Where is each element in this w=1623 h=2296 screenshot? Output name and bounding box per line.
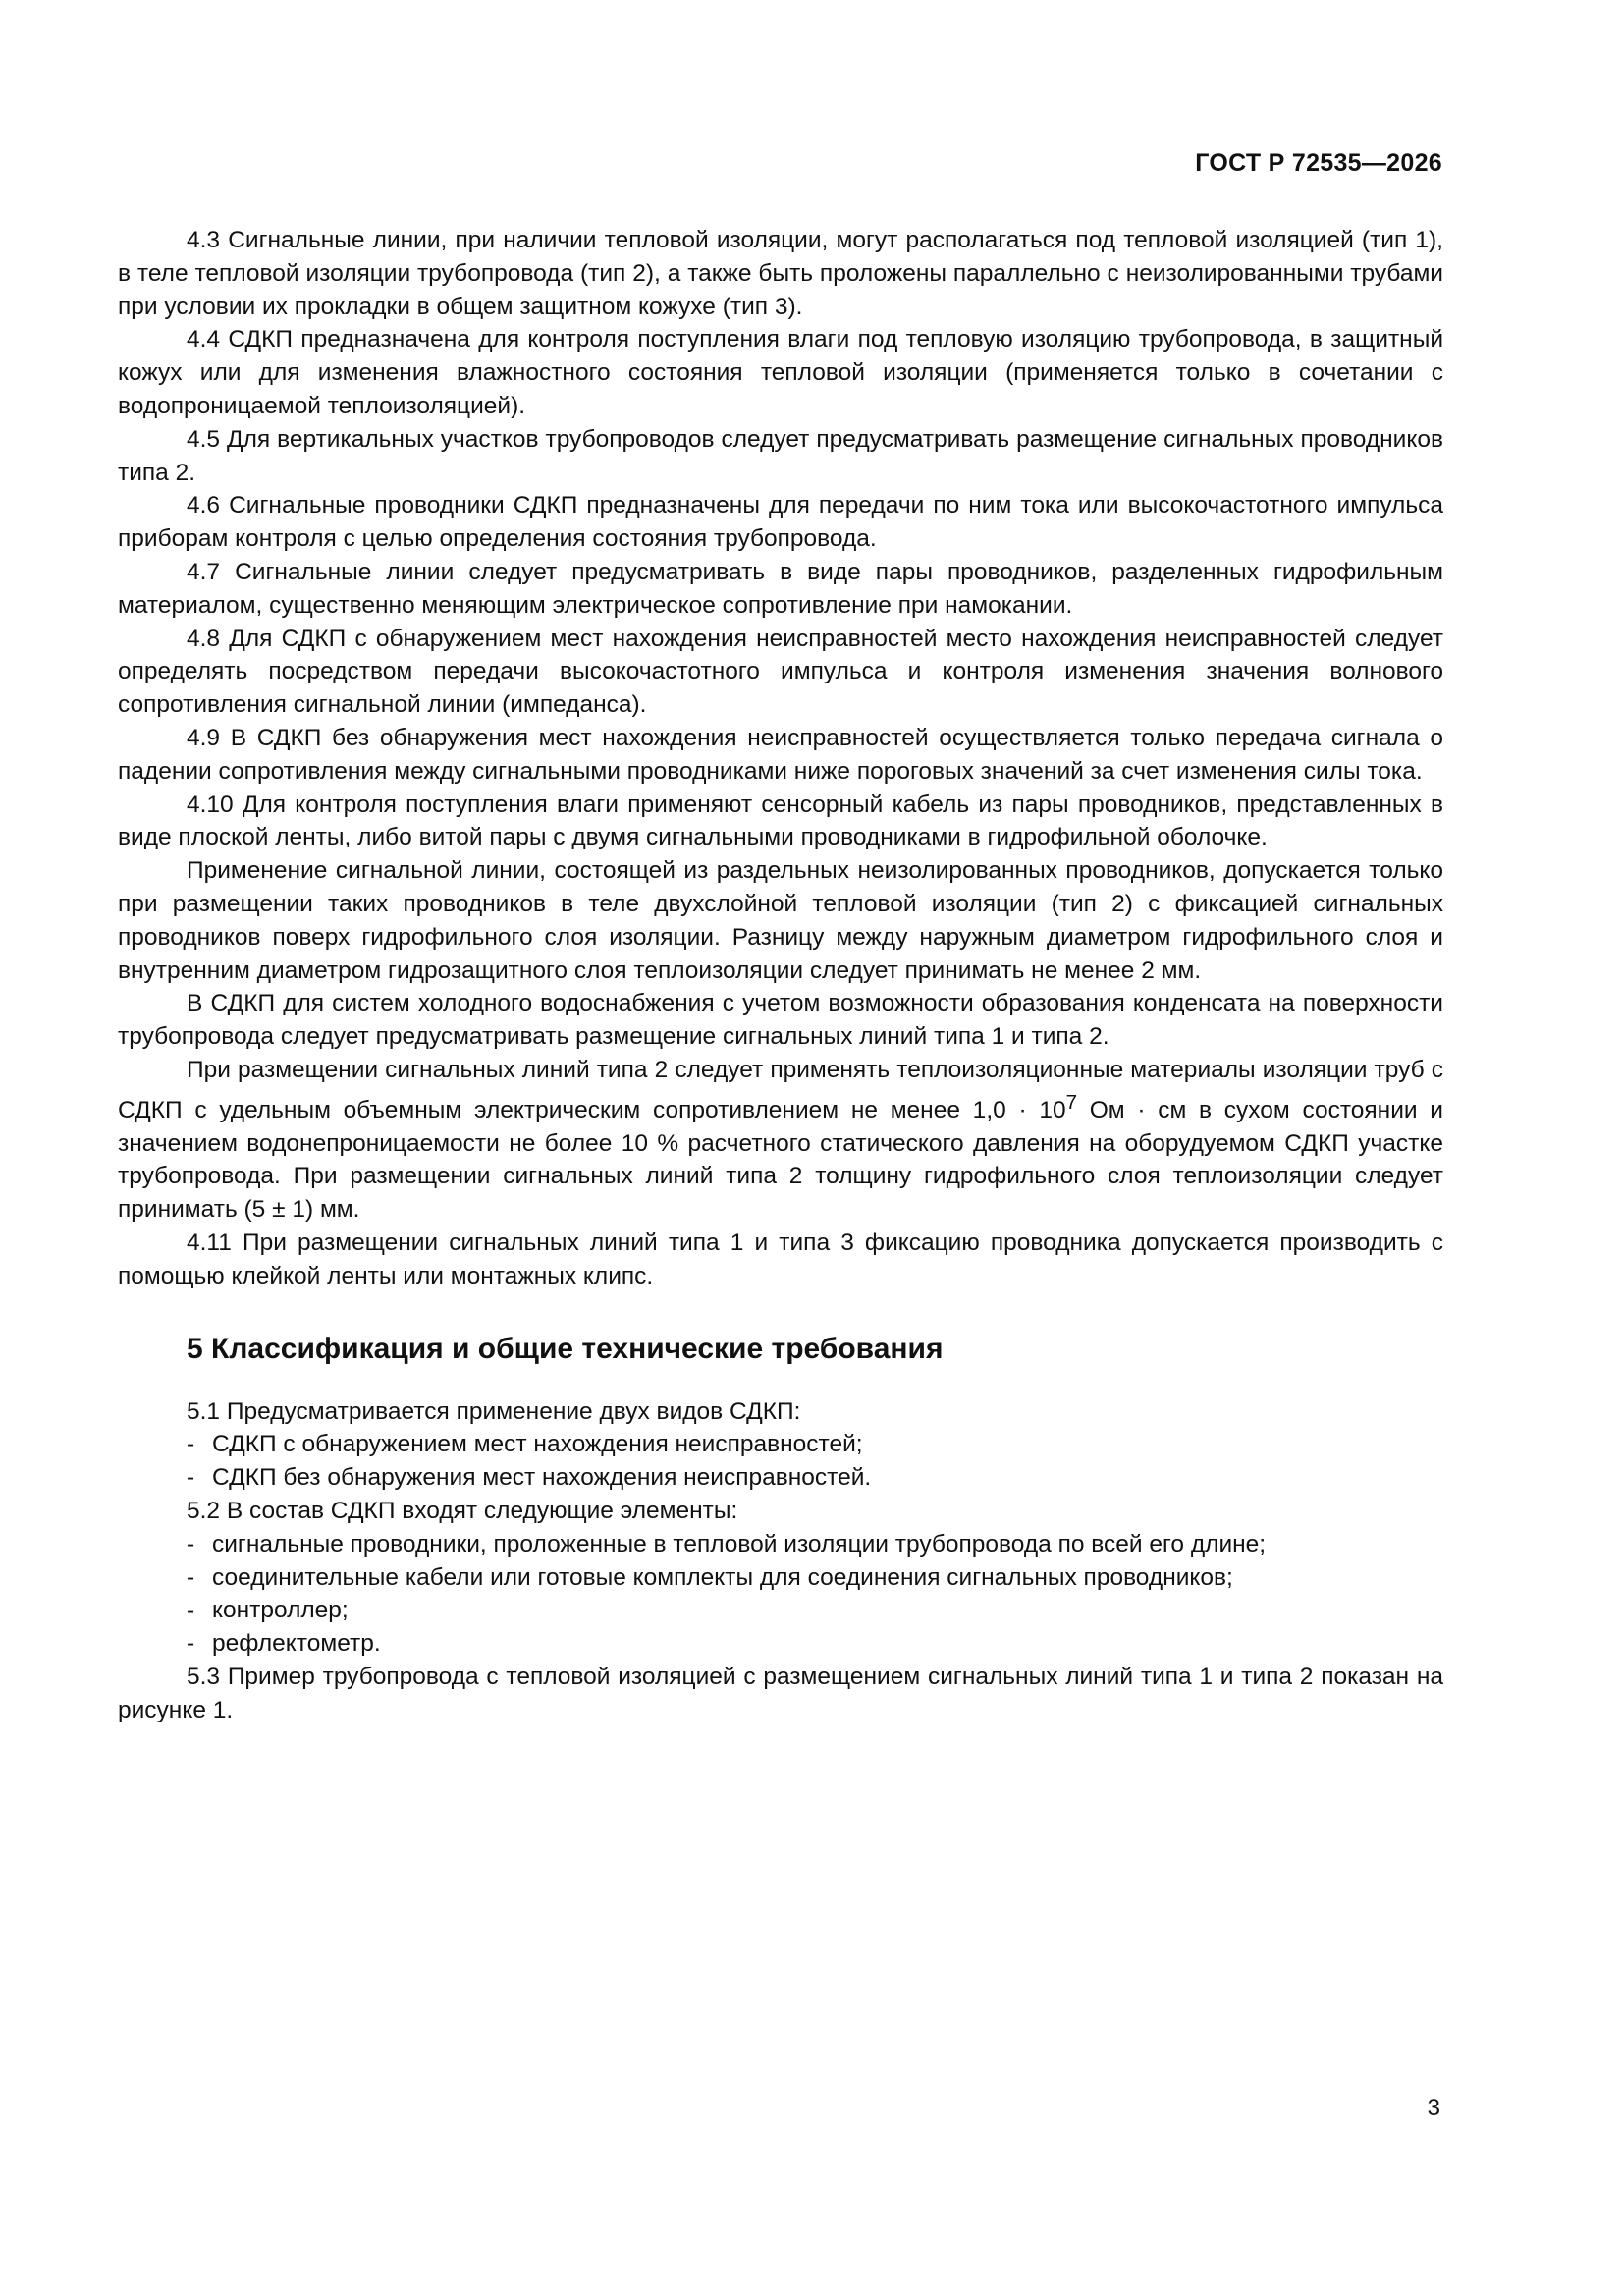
- list-item-text: контроллер;: [212, 1597, 349, 1624]
- paragraph-5-3: 5.3 Пример трубопровода с тепловой изоляцией с размещением сигнальных линий типа 1 и типа 2 показан на рисунке 1.: [118, 1664, 1443, 1723]
- list-item-text: соединительные кабели или готовые комплекты для соединения сигнальных проводников;: [212, 1563, 1233, 1591]
- list-dash: -: [187, 1530, 195, 1558]
- paragraph-resistivity: [118, 1054, 1443, 1227]
- document-body: [118, 224, 1443, 1727]
- list-dash: -: [187, 1630, 195, 1658]
- paragraph-4-9: 4.9 В СДКП без обнаружения мест нахождения неисправностей осуществляется только передача сигнала о падении сопротивления между сигнальными проводниками ниже пороговых значений за счет изменения силы тока.: [118, 724, 1443, 785]
- paragraph-4-6: 4.6 Сигнальные проводники СДКП предназначены для передачи по ним тока или высокочастотного импульса приборам контроля с целью определения состояния трубопровода.: [118, 492, 1443, 553]
- paragraph-4-10: 4.10 Для контроля поступления влаги применяют сенсорный кабель из пары проводников, представленных в виде плоской ленты, либо витой пары с двумя сигнальными проводниками в гидрофильной оболочке.: [118, 791, 1443, 851]
- standard-code: ГОСТ Р 72535—2026: [1195, 149, 1442, 177]
- resistivity-exponent: 7: [1065, 1091, 1077, 1114]
- list-item-text: рефлектометр.: [212, 1630, 381, 1658]
- list-dash: -: [187, 1431, 195, 1458]
- paragraph-cold-water: В СДКП для систем холодного водоснабжения с учетом возможности образования конденсата на поверхности трубопровода следует предусматривать размещение сигнальных линий типа 1 и типа 2.: [118, 990, 1443, 1051]
- paragraph-4-5: 4.5 Для вертикальных участков трубопроводов следует предусматривать размещение сигнальных проводников типа 2.: [118, 425, 1443, 486]
- paragraph-4-8: 4.8 Для СДКП с обнаружением мест нахождения неисправностей место нахождения неисправностей следует определять посредством передачи высокочастотного импульса и контроля изменения значения волнового сопротивления сигнальной линии (импеданса).: [118, 625, 1443, 719]
- list-item: [118, 1428, 1443, 1461]
- page-number: 3: [1427, 2095, 1440, 2121]
- list-item-text: СДКП без обнаружения мест нахождения неисправностей.: [212, 1464, 872, 1492]
- paragraph-4-7: 4.7 Сигнальные линии следует предусматривать в виде пары проводников, разделенных гидрофильным материалом, существенно меняющим электрическое сопротивление при намокании.: [118, 558, 1443, 619]
- resistivity-text-after: Ом · см в сухом состоянии и значением водонепроницаемости не более 10 % расчетного статического давления на оборудуемом СДКП участке трубопровода. При размещении сигнальных линий типа 2 толщину гидрофильного слоя теплоизоляции следует принимать (5 ± 1) мм.: [118, 1096, 1443, 1224]
- list-dash: -: [187, 1563, 195, 1591]
- paragraph-4-3: 4.3 Сигнальные линии, при наличии тепловой изоляции, могут располагаться под тепловой изоляцией (тип 1), в теле тепловой изоляции трубопровода (тип 2), а также быть проложены параллельно с неизолированными трубами при условии их прокладки в общем защитном кожухе (тип 3).: [118, 227, 1443, 320]
- paragraph-5-1: 5.1 Предусматривается применение двух видов СДКП:: [187, 1397, 801, 1425]
- list-dash: -: [187, 1464, 195, 1492]
- list-item: [118, 1461, 1443, 1495]
- paragraph-separate-conductors: Применение сигнальной линии, состоящей из раздельных неизолированных проводников, допускается только при размещении таких проводников в теле двухслойной тепловой изоляции (тип 2) с фиксацией сигнальных проводников поверх гидрофильного слоя изоляции. Разницу между наружным диаметром гидрофильного слоя и внутренним диаметром гидрозащитного слоя теплоизоляции следует принимать не менее 2 мм.: [118, 857, 1443, 984]
- list-item-text: СДКП с обнаружением мест нахождения неисправностей;: [212, 1431, 863, 1458]
- paragraph-4-4: 4.4 СДКП предназначена для контроля поступления влаги под тепловую изоляцию трубопровода, в защитный кожух или для изменения влажностного состояния тепловой изоляции (применяется только в сочетании с водопроницаемой теплоизоляцией).: [118, 326, 1443, 419]
- list-item-text: сигнальные проводники, проложенные в тепловой изоляции трубопровода по всей его длине;: [212, 1530, 1267, 1558]
- list-dash: -: [187, 1597, 195, 1624]
- paragraph-4-11: 4.11 При размещении сигнальных линий типа 1 и типа 3 фиксацию проводника допускается производить с помощью клейкой ленты или монтажных клипс.: [118, 1230, 1443, 1289]
- section-5-heading: 5 Классификация и общие технические требования: [187, 1332, 944, 1365]
- resistivity-text-before: При размещении сигнальных линий типа 2 следует применять теплоизоляционные материалы изоляции труб с СДКП с удельным объемным электрическим сопротивлением не менее 1,0 · 10: [118, 1056, 1443, 1123]
- paragraph-5-2: 5.2 В состав СДКП входят следующие элементы:: [187, 1498, 738, 1525]
- list-item: [118, 1627, 1443, 1661]
- list-item: [118, 1594, 1443, 1627]
- list-item: [118, 1561, 1443, 1595]
- list-item: [118, 1528, 1443, 1561]
